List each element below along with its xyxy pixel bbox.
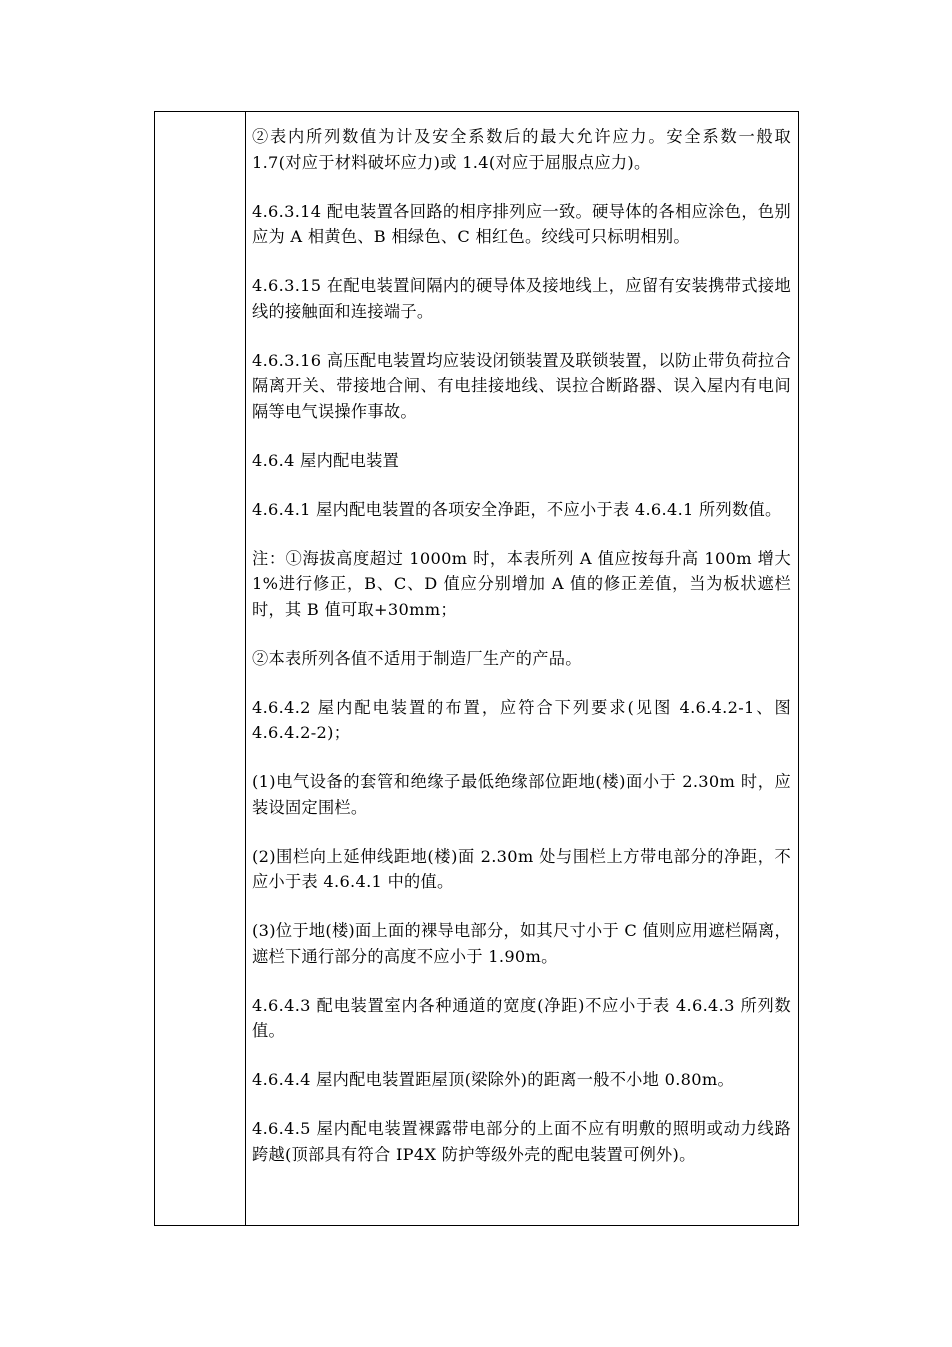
paragraph-4-6-3-16: 4.6.3.16 高压配电装置均应装设闭锁装置及联锁装置，以防止带负荷拉合隔离开关、带接地合闸、有电挂接地线、误拉合断路器、误入屋内有电间隔等电气误操作事故。 xyxy=(252,350,791,421)
paragraph-4-6-4-1: 4.6.4.1 屋内配电装置的各项安全净距，不应小于表 4.6.4.1 所列数值。 xyxy=(252,499,782,519)
paragraph-4-6-4-2: 4.6.4.2 屋内配电装置的布置，应符合下列要求(见图 4.6.4.2-1、图 4.6.4.2-2)； xyxy=(252,697,791,742)
paragraph-manufacturer-note: ②本表所列各值不适用于制造厂生产的产品。 xyxy=(252,648,582,668)
paragraph-requirement-2: (2)围栏向上延伸线距地(楼)面 2.30m 处与围栏上方带电部分的净距，不应小于表 4.6.4.1 中的值。 xyxy=(252,846,791,891)
paragraph-4-6-3-15: 4.6.3.15 在配电装置间隔内的硬导体及接地线上，应留有安装携带式接地线的接触面和连接端子。 xyxy=(252,276,791,321)
paragraph-altitude-note: 注：①海拔高度超过 1000m 时，本表所列 A 值应按每升高 100m 增大 1%进行修正，B、C、D 值应分别增加 A 值的修正差值，当为板状遮栏时，其 B 值可取+30mm； xyxy=(252,548,791,619)
table-content-cell xyxy=(246,112,798,1225)
paragraph-requirement-1: (1)电气设备的套管和绝缘子最低绝缘部位距地(楼)面小于 2.30m 时，应装设固定围栏。 xyxy=(252,772,791,817)
table-left-column xyxy=(155,112,246,1225)
paragraph-requirement-3: (3)位于地(楼)面上面的裸导电部分，如其尺寸小于 C 值则应用遮栏隔离，遮栏下通行部分的高度不应小于 1.90m。 xyxy=(252,921,791,966)
paragraph-4-6-4-5: 4.6.4.5 屋内配电装置裸露带电部分的上面不应有明敷的照明或动力线路跨越(顶部具有符合 IP4X 防护等级外壳的配电装置可例外)。 xyxy=(252,1119,791,1164)
document-table xyxy=(154,111,799,1226)
paragraph-4-6-4-4: 4.6.4.4 屋内配电装置距屋顶(梁除外)的距离一般不小地 0.80m。 xyxy=(252,1070,734,1089)
paragraph-safety-factor-note: ②表内所列数值为计及安全系数后的最大允许应力。安全系数一般取 1.7(对应于材料破坏应力)或 1.4(对应于屈服点应力)。 xyxy=(252,127,791,172)
paragraph-4-6-4-3: 4.6.4.3 配电装置室内各种通道的宽度(净距)不应小于表 4.6.4.3 所列数值。 xyxy=(252,995,791,1040)
paragraph-4-6-3-14: 4.6.3.14 配电装置各回路的相序排列应一致。硬导体的各相应涂色，色别应为 A 相黄色、B 相绿色、C 相红色。绞线可只标明相别。 xyxy=(252,201,791,246)
section-heading-4-6-4: 4.6.4 屋内配电装置 xyxy=(252,450,400,470)
